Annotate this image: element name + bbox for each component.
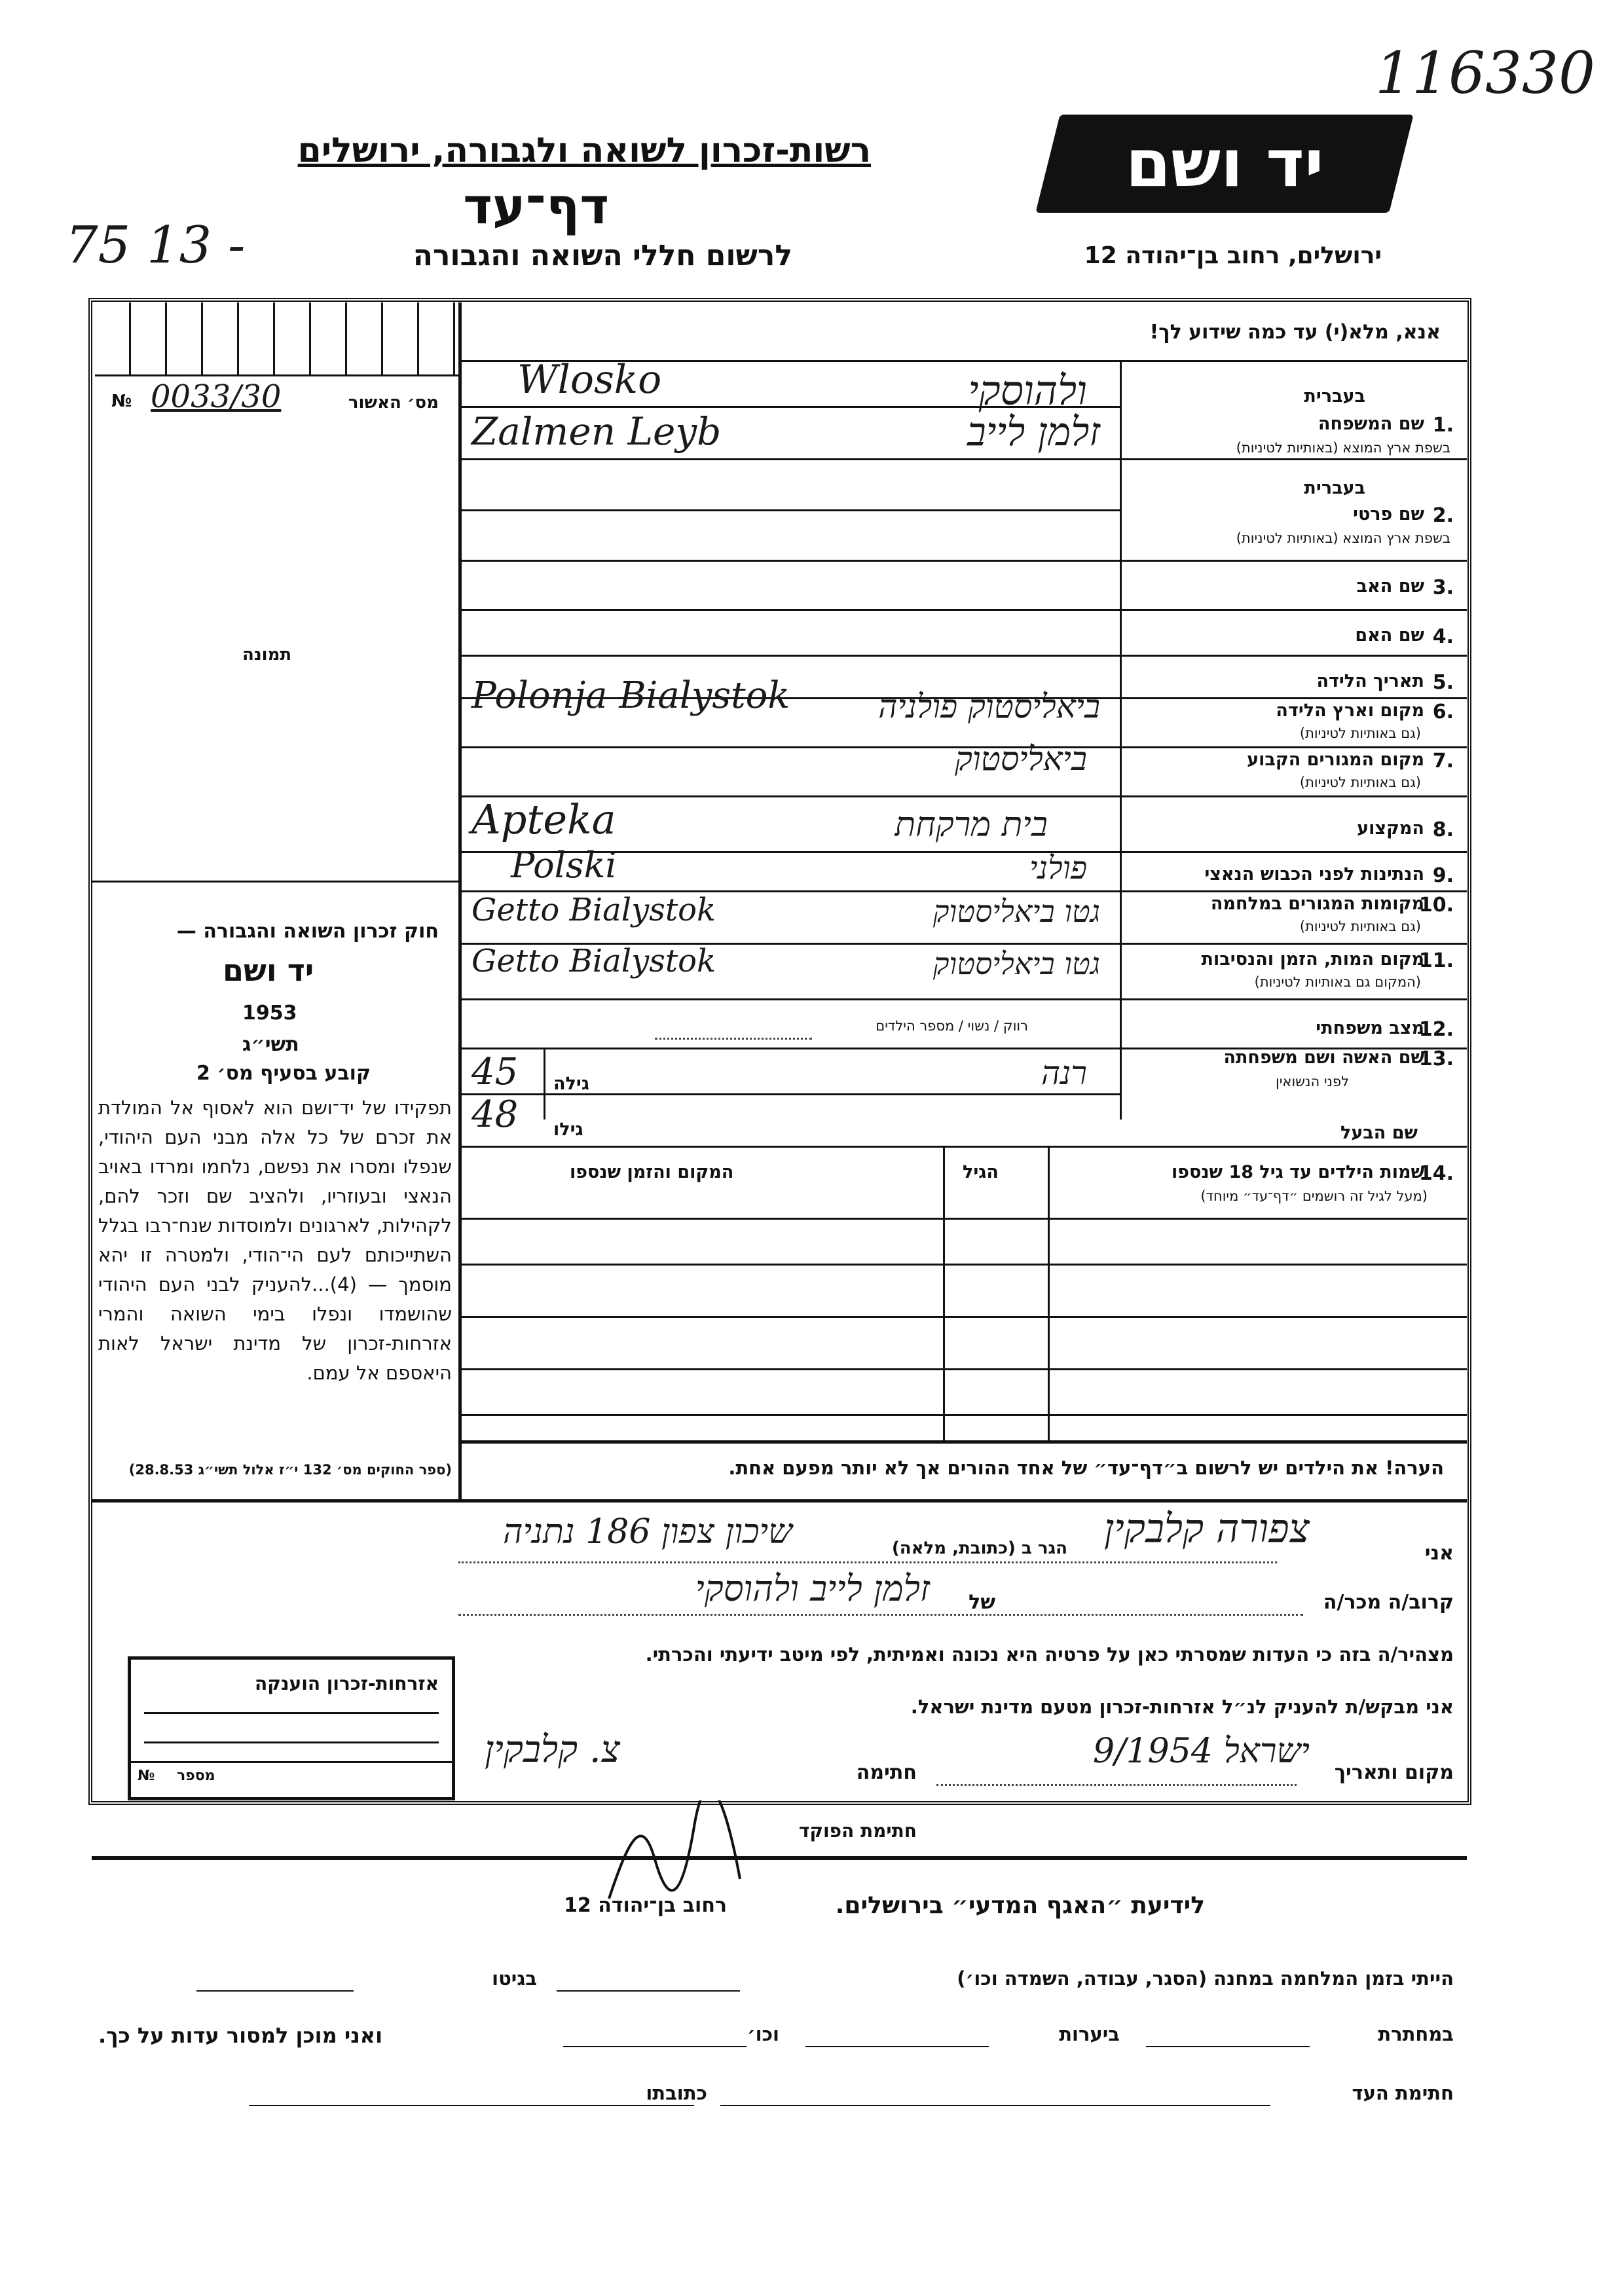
field-12-dotted-line: [655, 1038, 812, 1040]
citizenship-box: [128, 1656, 455, 1800]
footer-line-1-end: בגיטו: [492, 1967, 537, 1990]
photo-label: תמונה: [242, 645, 292, 665]
husband-age-label: גילו: [553, 1120, 583, 1140]
children-row-2: [458, 1264, 1467, 1266]
field-1-tag: בעברית: [1304, 386, 1365, 407]
law-title: חוק זכרון השואה והגבורה —: [176, 920, 439, 943]
husband-age-value: 48: [471, 1093, 519, 1136]
note-top-line: [458, 1440, 1467, 1444]
field-7-sub: (גם באותיות לטיניות): [1299, 774, 1421, 790]
children-age-divider-left: [943, 1146, 945, 1440]
field-2-label: שם פרטי: [1353, 504, 1424, 524]
declaration-statement: מצהיר/ה בזה כי העדות שמסרתי כאן על פרטיה היא נכונה ואמיתית, לפי מיטב ידיעתי והכרתי.: [645, 1643, 1454, 1666]
row-2-divider: [458, 560, 1467, 562]
field-1-label: שם המשפחה: [1318, 414, 1424, 434]
page-subtitle: לרשום חללי השואה והגבורה: [413, 239, 792, 272]
declaration-line-1: [458, 1561, 1277, 1563]
authority-heading: רשות-זכרון לשואה ולגבורה, ירושלים: [297, 131, 871, 170]
photo-divider: [92, 881, 458, 883]
law-logo: יד ושם: [223, 953, 314, 988]
field-8-hebrew-value: בית מרקחת: [895, 805, 1048, 845]
handwritten-ref-number: 75 13 -: [65, 216, 246, 275]
law-year: 1953: [242, 1002, 297, 1025]
children-row-1: [458, 1218, 1467, 1220]
footer-line-2-a: במחתרת: [1378, 2023, 1454, 2045]
archive-number: 116330: [1375, 39, 1595, 107]
field-7-hebrew-value: ביאליסטוק: [955, 740, 1087, 778]
declaration-of-label: של: [969, 1591, 995, 1614]
field-13-sub: לפני הנשואין: [1275, 1074, 1349, 1089]
field-1-hebrew-value: ולהוסקי: [968, 367, 1087, 414]
row-11-divider: [458, 998, 1467, 1000]
declaration-i-label: אני: [1424, 1542, 1454, 1565]
footer-address: רחוב בן־יהודה 12: [564, 1894, 727, 1917]
field-9-num: 9.: [1432, 864, 1454, 887]
field-6-latin-value: Polonja Bialystok: [471, 674, 790, 717]
field-7-num: 7.: [1432, 750, 1454, 773]
law-year-hebrew: תשי״ג: [242, 1033, 299, 1056]
field-2-latin-value: Zalmen Leyb: [471, 409, 722, 454]
row-4-divider: [458, 655, 1467, 657]
field-12-label: מצב משפחתי: [1316, 1018, 1424, 1038]
field-9-latin-value: Polski: [511, 845, 617, 886]
field-11-latin-value: Getto Bialystok: [471, 943, 716, 979]
label-column-divider: [1120, 360, 1122, 1120]
field-8-num: 8.: [1432, 818, 1454, 841]
header-address: ירושלים, רחוב בן־יהודה 12: [1084, 242, 1382, 269]
field-1-sub: בשפת ארץ המוצא (באותיות לטיניות): [1236, 440, 1450, 456]
page-title: דף־עד: [463, 177, 609, 235]
law-body: תפקידו של יד־ושם הוא לאסוף אל המולדת את זכרם של כל אלה מבני העם היהודי, שנפלו ומסרו את נפשם, נלחמו ומרדו באויב הנאצי ובעוזריו, ולהציב שם וזכר להם, לקהילות, לארגונים ולמוסדות שנח־רבו בגלל השתייכותם לעם הי־הודי, ולמטרה זו יהא מוסמך — (4)...להעניק לבני העם היהודי שהושמדו ונפלו בימי השואה והמרי אזרחות-זכרון של מדינת ישראל לאות היאספם אל עמם.: [98, 1097, 452, 1384]
footer-line-2-blank-c: [563, 2046, 747, 2047]
field-11-num: 11.: [1418, 949, 1454, 972]
footer-line-2-blank-a: [1146, 2046, 1310, 2047]
field-13-label: שם האשה ושם משפחתה: [1223, 1048, 1424, 1068]
left-column-divider: [458, 302, 462, 1501]
field-2-sub: בשפת ארץ המוצא (באותיות לטיניות): [1236, 530, 1450, 546]
declaration-lives-label: הגר ב (כתובת, מלאה): [891, 1539, 1067, 1558]
field-2-num: 2.: [1432, 504, 1454, 527]
declaration-official-label: חתימת הפוקד: [798, 1820, 917, 1842]
footer-line-2-blank-b: [805, 2046, 989, 2047]
field-1-latin-value: Wlosko: [517, 357, 662, 403]
field-10-latin-value: Getto Bialystok: [471, 892, 716, 928]
note-text: הערה! את הילדים יש לרשום ב״דף־עד״ של אחד ההורים אך לא יותר מפעם אחת.: [728, 1457, 1444, 1479]
children-age-divider-right: [1048, 1146, 1050, 1440]
tick-boxes: [95, 302, 458, 376]
declaration-signature-label: חתימה: [856, 1761, 917, 1784]
field-11-hebrew-value: גטו ביאליסטוק: [932, 946, 1100, 981]
footer-line-3-b: כתובתו: [646, 2082, 707, 2104]
intro-text: אנא, מלא(י) עד כמה שידוע לך!: [1149, 321, 1441, 344]
law-section: קובע בסעיף מס׳ 2: [196, 1062, 371, 1085]
field-12-num: 12.: [1418, 1018, 1454, 1041]
declaration-signature-value: צ. קלבקין: [485, 1728, 621, 1771]
field-2-tag: בעברית: [1304, 478, 1365, 498]
field-1-mid-line: [458, 406, 1120, 408]
field-10-num: 10.: [1418, 894, 1454, 917]
field-11-sub: (המקום גם באותיות לטיניות): [1254, 974, 1421, 990]
logo-text: יד ושם: [1125, 125, 1324, 202]
field-12-sub: רווק / נשוי / מספר הילדים: [876, 1018, 1028, 1034]
declaration-lives-value: שיכון צפון 186 נתניה: [503, 1512, 792, 1552]
children-label: שמות הילדים עד גיל 18 שנספו: [1171, 1162, 1424, 1182]
declaration-place-date-value: ישראל 9/1954: [1092, 1732, 1310, 1771]
declaration-relation-label: קרוב/ה מכר/ה: [1323, 1591, 1454, 1614]
field-9-label: הנתינות לפני הכבוש הנאצי: [1204, 864, 1424, 884]
footer-line-1-blank-2: [196, 1990, 354, 1992]
row-1-divider: [458, 458, 1467, 460]
children-col-place: המקום והזמן שנספו: [570, 1162, 734, 1182]
approval-label: מס׳ האשור: [348, 393, 439, 412]
field-8-latin-value: Apteka: [471, 795, 616, 843]
note-bottom-line: [92, 1499, 1467, 1503]
husband-divider: [458, 1146, 1467, 1148]
field-6-hebrew-value: ביאליסטוק פולניה: [878, 687, 1100, 725]
declaration-i-value: צפורה קלבקין: [1103, 1506, 1310, 1552]
children-row-3: [458, 1316, 1467, 1318]
field-10-label: מקומות המגורים במלחמה: [1210, 894, 1424, 914]
children-row-4: [458, 1368, 1467, 1370]
field-6-label: מקום וארץ הלידה: [1276, 701, 1424, 721]
field-10-sub: (גם באותיות לטיניות): [1299, 919, 1421, 934]
field-6-num: 6.: [1432, 701, 1454, 723]
footer-line-2-c: וכו׳: [747, 2023, 779, 2045]
footer-top-line: [92, 1856, 1467, 1860]
yad-vashem-logo: [1035, 115, 1413, 213]
approval-prefix: №: [111, 392, 132, 411]
declaration-of-value: זלמן לייב ולהוסקי: [695, 1568, 930, 1609]
official-signature-stroke: [609, 1800, 740, 1899]
declaration-request: אני מבקש/ת להעניק לנ״ל אזרחות-זכרון מטעם מדינת ישראל.: [910, 1696, 1454, 1718]
wife-age-label: גילה: [553, 1074, 589, 1094]
footer-line-3-blank-b: [249, 2105, 694, 2106]
declaration-line-3: [936, 1784, 1297, 1786]
declaration-line-2: [458, 1614, 1303, 1616]
citizenship-number-label: מספר: [177, 1768, 215, 1784]
wife-age-value: 45: [471, 1051, 519, 1093]
row-3-divider: [458, 609, 1467, 611]
field-13-num: 13.: [1418, 1048, 1454, 1070]
field-10-hebrew-value: גטו ביאליסטוק: [932, 894, 1100, 929]
husband-label: שם הבעל: [1340, 1123, 1418, 1143]
children-col-age: הגיל: [963, 1162, 999, 1182]
field-5-num: 5.: [1432, 671, 1454, 694]
field-2-mid-line: [458, 509, 1120, 511]
approval-number: 0033/30: [151, 378, 282, 415]
citizenship-title: אזרחות-זכרון הוענקה: [255, 1673, 439, 1694]
footer-line-2-b: ביערות: [1059, 2023, 1120, 2045]
footer-line-3-blank-a: [720, 2105, 1270, 2106]
law-source: (ספר החוקים מס׳ 132 י״ז אלול תשי״ג 28.8.53): [128, 1462, 452, 1478]
field-6-sub: (גם באותיות לטיניות): [1299, 725, 1421, 741]
field-3-num: 3.: [1432, 576, 1454, 599]
field-1-num: 1.: [1432, 414, 1454, 437]
footer-line-1-label: הייתי בזמן המלחמה במחנה (הסגר, עבודה, השמדה וכו׳): [957, 1967, 1454, 1990]
field-7-label: מקום המגורים הקבוע: [1247, 750, 1424, 770]
footer-line-3-a: חתימת העד: [1352, 2082, 1454, 2104]
field-11-label: מקום המות, הזמן והנסיבות: [1201, 949, 1424, 970]
footer-title: לידיעת ״האגף המדעי״ בירושלים.: [835, 1892, 1205, 1919]
field-4-num: 4.: [1432, 625, 1454, 648]
citizenship-number-prefix: №: [138, 1768, 155, 1784]
children-row-5: [458, 1414, 1467, 1416]
field-4-label: שם האם: [1355, 625, 1424, 646]
field-3-label: שם האב: [1356, 576, 1424, 596]
field-2-hebrew-value: זלמן לייב: [967, 409, 1100, 455]
footer-line-2-end: ואני מוכן למסור עדות על כך.: [98, 2023, 383, 2048]
field-5-label: תאריך הלידה: [1316, 671, 1424, 691]
field-13-hebrew-value: רנה: [1041, 1054, 1087, 1092]
wife-age-divider: [544, 1048, 545, 1120]
field-8-label: המקצוע: [1357, 818, 1424, 839]
children-num: 14.: [1418, 1162, 1454, 1185]
row-13-divider: [458, 1093, 1120, 1095]
field-9-hebrew-value: פולני: [1029, 850, 1087, 886]
footer-line-1-blank: [557, 1990, 740, 1992]
declaration-place-date-label: מקום ותאריך: [1334, 1761, 1454, 1784]
children-sub: (מעל לגיל זה רושמים ״דף־עד״ מיוחד): [1200, 1188, 1428, 1204]
